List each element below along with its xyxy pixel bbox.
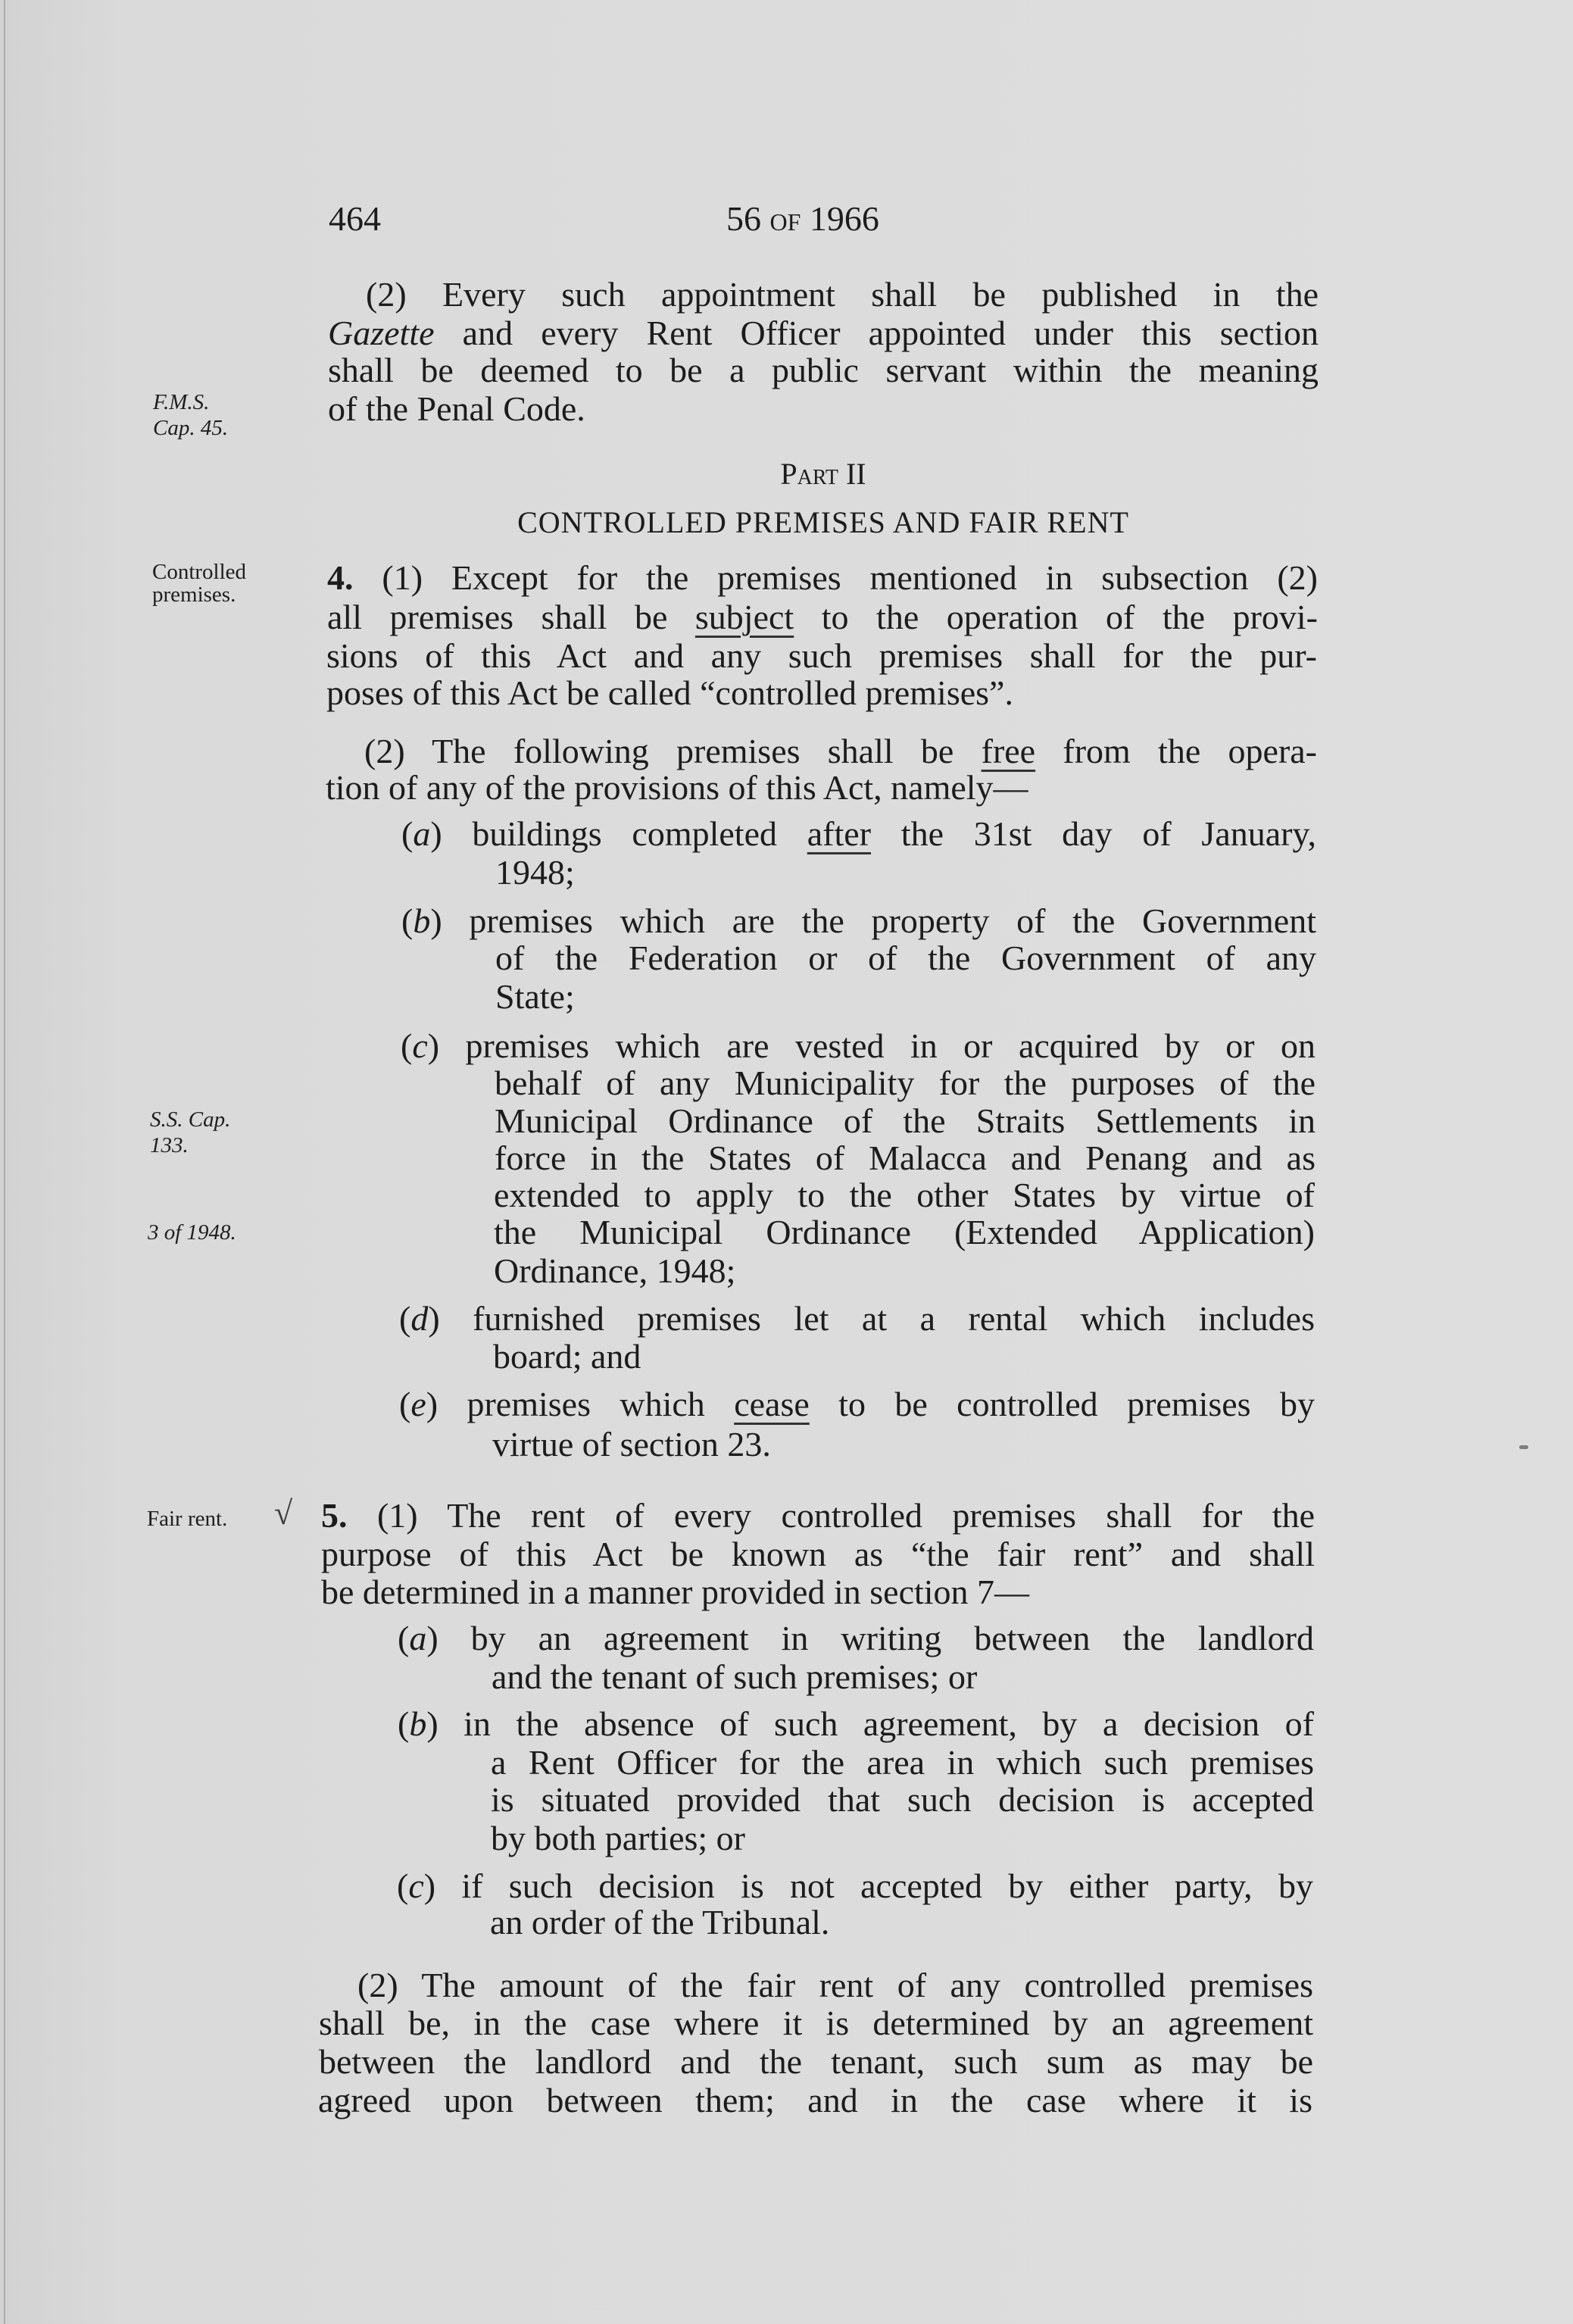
- sidenote-ss-line2: 133.: [150, 1133, 189, 1157]
- s3-2-line1: (2) Every such appointment shall be published in the: [366, 275, 1319, 314]
- s5-2-line3: between the landlord and the tenant, such sum as may be: [319, 2042, 1313, 2081]
- s4-1-line1-text: (1) Except for the premises mentioned in subsection (2): [353, 558, 1318, 597]
- sidenote-fms-line1: F.M.S.: [153, 390, 210, 414]
- part-label: Part II: [780, 457, 866, 491]
- s5-2-line2: shall be, in the case where it is determined by an agreement: [319, 2004, 1313, 2042]
- item-letter-b: b: [409, 1704, 427, 1743]
- item-letter-c: c: [408, 1866, 424, 1905]
- item-letter-d: d: [410, 1299, 429, 1338]
- item-letter-a: a: [413, 814, 431, 853]
- s4-2-d-line1: (d) furnished premises let at a rental which includes: [399, 1299, 1315, 1338]
- s4-2-c-line6: the Municipal Ordinance (Extended Application): [494, 1213, 1315, 1251]
- s4-2-c-line4: force in the States of Malacca and Penang and as: [495, 1139, 1316, 1177]
- sidenote-controlled-line1: Controlled: [152, 560, 247, 584]
- s4-2-c-line3: Municipal Ordinance of the Straits Settlements in: [495, 1101, 1316, 1140]
- s5-2-line4: agreed upon between them; and in the case where it is: [318, 2081, 1312, 2119]
- s4-2-c-line2: behalf of any Municipality for the purposes of the: [495, 1064, 1316, 1102]
- item-letter-c: c: [412, 1026, 428, 1065]
- s4-2-d-line2: board; and: [493, 1337, 641, 1376]
- s4-2-a-line2: 1948;: [495, 853, 575, 892]
- check-mark-icon: √: [274, 1495, 293, 1532]
- s4-2-line1-a: (2) The following premises shall be: [364, 732, 982, 770]
- sidenote-3-of-1948: 3 of 1948.: [148, 1220, 236, 1245]
- underlined-after: after: [807, 814, 872, 853]
- page-edge: [4, 0, 5, 2324]
- s4-2-e-line1: (e) premises which cease to be controlled premises by: [399, 1385, 1315, 1423]
- s5-1-b-line4: by both parties; or: [491, 1819, 745, 1857]
- s4-2-b-line2: of the Federation or of the Government of any: [495, 939, 1316, 977]
- gazette-italic: Gazette: [328, 314, 435, 352]
- s5-1-a-line2: and the tenant of such premises; or: [492, 1657, 978, 1696]
- act-number: 56: [726, 199, 761, 238]
- s5-1-line1: [321, 1496, 1315, 1535]
- s4-1-line2-b: to the operation of the provi-: [794, 598, 1318, 636]
- paper-speck: [1519, 1445, 1528, 1449]
- s4-2-line1: [364, 732, 1317, 771]
- s4-2-c-line7: Ordinance, 1948;: [494, 1251, 736, 1290]
- s4-2-c-line5: extended to apply to the other States by virtue of: [494, 1176, 1315, 1214]
- s5-1-c-line2: an order of the Tribunal.: [490, 1903, 830, 1941]
- s4-2-e-line2: virtue of section 23.: [492, 1425, 771, 1463]
- s5-1-b-line3: is situated provided that such decision is accepted: [491, 1780, 1314, 1819]
- s5-1-c-line1: (c) if such decision is not accepted by either party, by: [397, 1866, 1313, 1905]
- s4-2-b-line3: State;: [495, 977, 575, 1016]
- part-title: CONTROLLED PREMISES AND FAIR RENT: [517, 505, 1129, 539]
- sidenote-fms-line2: Cap. 45.: [153, 416, 229, 440]
- underlined-subject: subject: [694, 598, 794, 636]
- s5-1-line1-text: (1) The rent of every controlled premises shall for the: [347, 1496, 1315, 1535]
- sidenote-ss-line1: S.S. Cap.: [150, 1107, 231, 1132]
- s4-2-c-line1: (c) premises which are vested in or acquired by or on: [401, 1026, 1316, 1065]
- sidenote-controlled-premises: [152, 559, 246, 608]
- s4-1-line2: [327, 598, 1318, 637]
- underlined-cease: cease: [734, 1385, 810, 1423]
- s5-1-a-line1: (a) by an agreement in writing between the landlord: [398, 1619, 1314, 1657]
- s4-1-line4: poses of this Act be called “controlled premises”.: [326, 673, 1013, 712]
- s3-2-line2: [328, 314, 1319, 353]
- sidenote-controlled-line2: premises.: [152, 583, 236, 607]
- act-year: 1966: [809, 199, 879, 238]
- page-number: 464: [329, 199, 381, 238]
- s4-1-line3: sions of this Act and any such premises shall for the pur-: [326, 636, 1317, 675]
- item-letter-e: e: [410, 1385, 426, 1423]
- s4-2-line1-b: from the opera-: [1035, 732, 1317, 770]
- s4-2-a-line1: (a) buildings completed after the 31st day of January,: [401, 814, 1317, 853]
- s4-1-line1: [327, 558, 1318, 598]
- s5-2-line1: (2) The amount of the fair rent of any controlled premises: [357, 1966, 1313, 2004]
- item-letter-a: a: [409, 1619, 427, 1657]
- s5-1-b-line2: a Rent Officer for the area in which such premises: [491, 1743, 1314, 1782]
- item-letter-b: b: [413, 901, 431, 940]
- underlined-free: free: [981, 732, 1036, 770]
- sidenote-fair-rent: Fair rent.: [147, 1507, 228, 1531]
- s5-1-line2: purpose of this Act be known as “the fair rent” and shall: [321, 1535, 1315, 1573]
- section-5-number: 5.: [321, 1496, 348, 1535]
- running-header: [726, 199, 879, 239]
- sidenote-ss-cap: [150, 1107, 230, 1158]
- s4-2-line2: tion of any of the provisions of this Act, namely—: [326, 768, 1028, 807]
- s3-2-line2-rest: and every Rent Officer appointed under this section: [434, 314, 1319, 352]
- s4-1-line2-a: all premises shall be: [327, 598, 695, 636]
- act-of: of: [769, 199, 801, 238]
- s3-2-line3: shall be deemed to be a public servant within the meaning: [328, 351, 1319, 389]
- sidenote-fms: [153, 389, 228, 441]
- s5-1-line3: be determined in a manner provided in section 7—: [321, 1573, 1030, 1611]
- s4-2-b-line1: (b) premises which are the property of the Government: [401, 901, 1316, 940]
- section-4-number: 4.: [327, 558, 354, 597]
- s5-1-b-line1: (b) in the absence of such agreement, by a decision of: [398, 1704, 1314, 1743]
- s3-2-line4: of the Penal Code.: [328, 389, 585, 428]
